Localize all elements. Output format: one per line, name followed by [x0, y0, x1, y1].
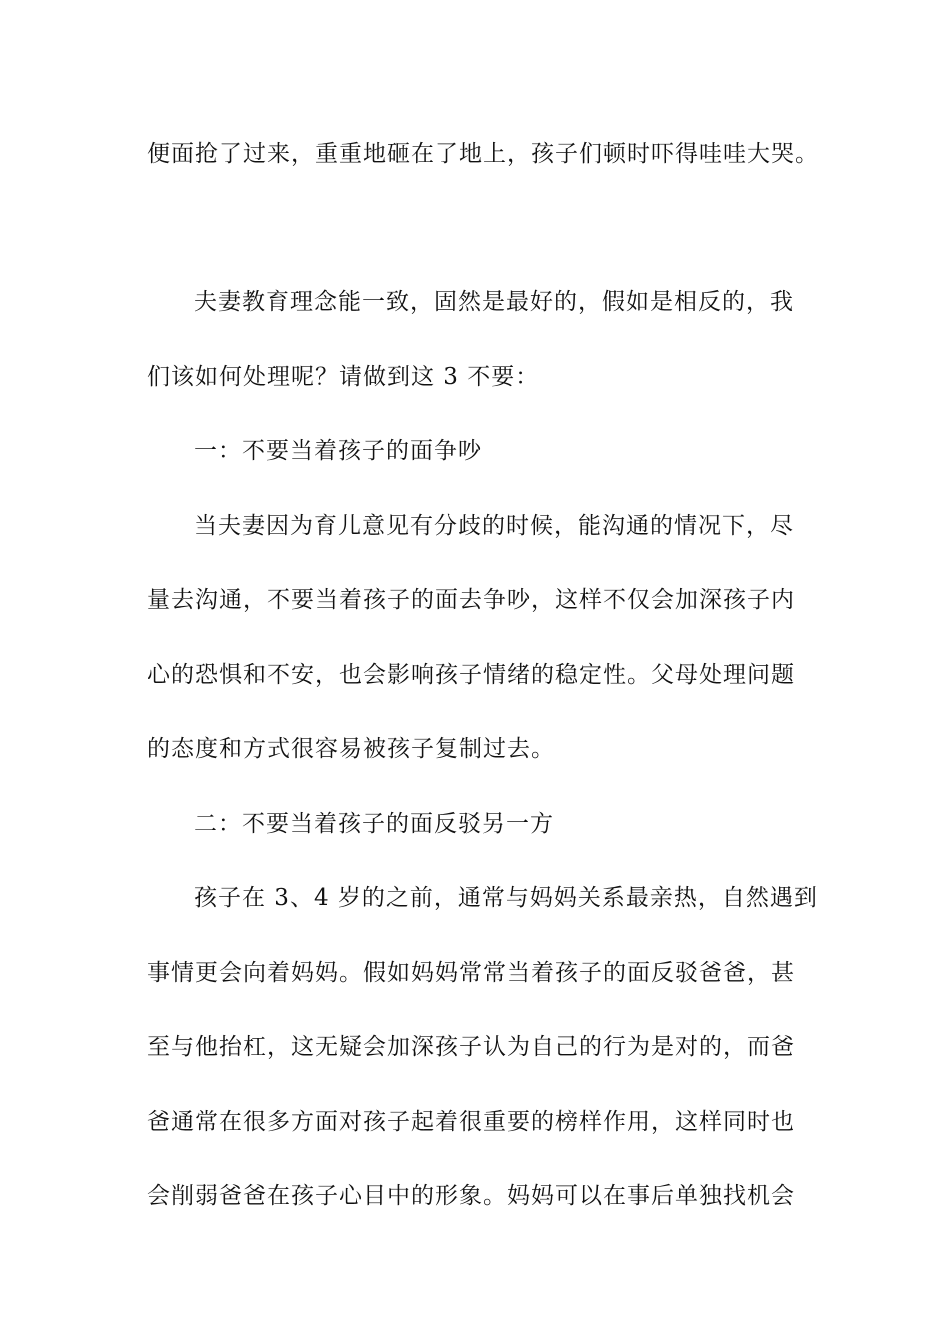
- text-line: 便面抢了过来，重重地砸在了地上，孩子们顿时吓得哇哇大哭。: [147, 141, 819, 167]
- paragraph-start-line: 当夫妻因为育儿意见有分歧的时候，能沟通的情况下，尽: [194, 513, 794, 539]
- paragraph-start-line: 孩子在 3、4 岁的之前，通常与妈妈关系最亲热，自然遇到: [194, 885, 818, 911]
- text-line: 会削弱爸爸在孩子心目中的形象。妈妈可以在事后单独找机会: [147, 1183, 795, 1209]
- text-line: 至与他抬杠，这无疑会加深孩子认为自己的行为是对的，而爸: [147, 1034, 795, 1060]
- text-line: 量去沟通，不要当着孩子的面去争吵，这样不仅会加深孩子内: [147, 587, 795, 613]
- text-line: 心的恐惧和不安，也会影响孩子情绪的稳定性。父母处理问题: [147, 662, 795, 688]
- text-line: 事情更会向着妈妈。假如妈妈常常当着孩子的面反驳爸爸，甚: [147, 960, 795, 986]
- paragraph-start-line: 夫妻教育理念能一致，固然是最好的，假如是相反的，我: [194, 289, 794, 315]
- text-line: 的态度和方式很容易被孩子复制过去。: [147, 736, 555, 762]
- text-line: 们该如何处理呢？请做到这 3 不要：: [147, 364, 540, 390]
- section-heading-2: 二：不要当着孩子的面反驳另一方: [194, 811, 554, 837]
- text-line: 爸通常在很多方面对孩子起着很重要的榜样作用，这样同时也: [147, 1109, 795, 1135]
- section-heading-1: 一：不要当着孩子的面争吵: [194, 438, 482, 464]
